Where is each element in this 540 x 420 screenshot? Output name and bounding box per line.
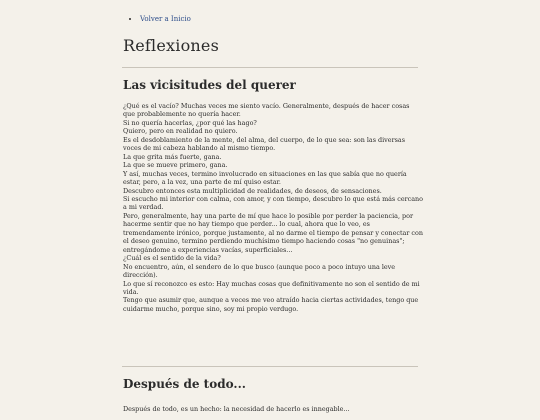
- top-nav: [122, 15, 191, 23]
- paragraph-line: ¿Cuál es el sentido de la vida?: [123, 254, 221, 263]
- paragraph-line: Descubro entonces esta multiplicidad de realidades, de deseos, de sensaciones.: [123, 186, 382, 195]
- section-divider: [122, 366, 418, 367]
- paragraph-line: Después de todo, es un hecho: la necesidad de hacerlo es innegable...: [123, 405, 350, 414]
- paragraph-line: Tengo que asumir que, aunque a veces me veo atraído hacia ciertas actividades, tengo que cuidarme mucho, porque sino, soy mi propio verdugo.: [123, 296, 419, 313]
- paragraph-line: Si no quería hacerlas, ¿por qué las hago?: [123, 118, 257, 127]
- paragraph-line: Si escucho mi interior con calma, con amor, y con tiempo, descubro lo que está más cercano a mi verdad.: [123, 194, 424, 212]
- paragraph-line: Lo que sí reconozco es esto: Hay muchas cosas que definitivamente no son el sentido de mi vida.: [123, 279, 420, 296]
- section-body-vicisitudes: [123, 102, 423, 313]
- paragraph-line: No encuentro, aún, el sendero de lo que busco (aunque poco a poco intuyo una leve dirección).: [123, 262, 396, 280]
- section-body-despues: [123, 399, 423, 420]
- paragraph-line: La que se mueve primero, gana.: [123, 161, 228, 170]
- paragraph-line: Y así, muchas veces, termino involucrado en situaciones en las que sabía que no quería estar, pero, a la vez, una parte de mí quiso estar.: [123, 169, 407, 187]
- section-title-despues: Después de todo...: [123, 377, 246, 391]
- back-to-home-link[interactable]: Volver a Inicio: [140, 15, 191, 23]
- paragraph-line: Es el desdoblamiento de la mente, del alma, del cuerpo, de lo que sea: son las diversas voces de mi cabeza hablando al mismo tiempo.: [123, 135, 405, 153]
- title-divider: [122, 67, 418, 68]
- paragraph-line: La que grita más fuerte, gana.: [123, 152, 222, 161]
- paragraph-line: Pero, generalmente, hay una parte de mí que hace lo posible por perder la paciencia, por hacerme sentir que no hay tiempo que perder... lo cual, ahora que lo veo, es tremendamente irónico, porque justamente, al no darme el tiempo de pensar y conectar con el deseo genuino, termino perdiendo muchísimo tiempo haciendo cosas "no genuinas"; entregándome a experiencias vacías, superficiales...: [123, 211, 423, 254]
- paragraph-line: Quiero, pero en realidad no quiero.: [123, 127, 238, 136]
- nav-list-item: [140, 15, 191, 23]
- section-title-vicisitudes: Las vicisitudes del querer: [123, 78, 296, 92]
- page-title: Reflexiones: [123, 36, 219, 55]
- paragraph-line: ¿Qué es el vacío? Muchas veces me siento vacío. Generalmente, después de hacer cosas que probablemente no quería hacer.: [123, 102, 410, 119]
